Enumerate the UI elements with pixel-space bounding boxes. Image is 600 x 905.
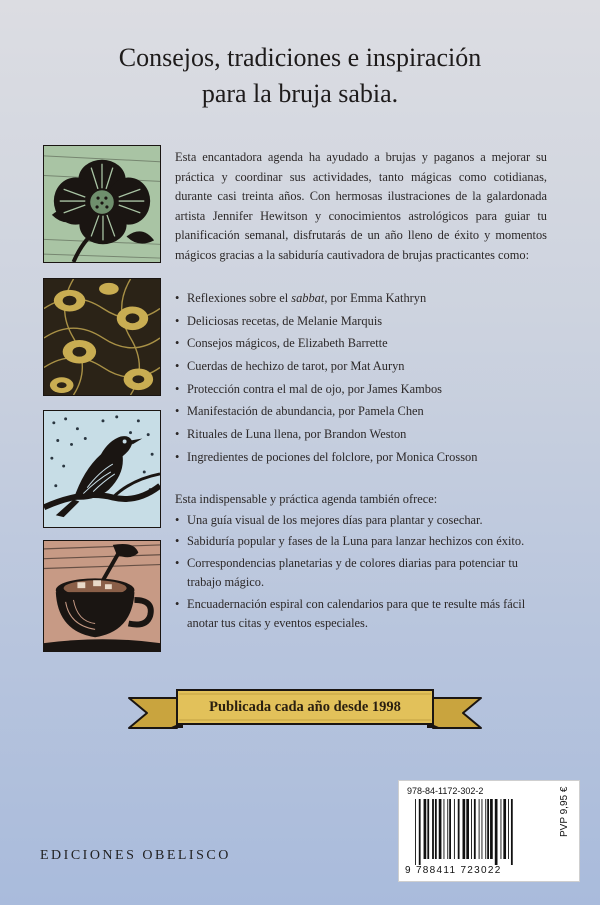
- contributor-author: , por Emma Kathryn: [324, 291, 427, 305]
- bird-woodcut-illustration: [43, 410, 161, 528]
- headline-line-1: Consejos, tradiciones e inspiración: [118, 43, 482, 72]
- contributor-text: Cuerdas de hechizo de tarot, por Mat Auryn: [187, 359, 405, 374]
- ornamental-pattern-woodcut-illustration: [43, 278, 161, 396]
- feature-item: • Correspondencias planetarias y de colores diarias para potenciar tu trabajo mágico.: [175, 554, 547, 593]
- price-wrapper: [399, 781, 579, 881]
- banner-label: Publicada cada año desde 1998: [209, 699, 401, 715]
- contributor-text: Consejos mágicos, de Elizabeth Barrette: [187, 336, 388, 351]
- features-block: [175, 490, 547, 636]
- contributors-list: [175, 289, 547, 467]
- publication-banner: [125, 688, 485, 732]
- contributor-item: [175, 289, 547, 309]
- contributor-item: [175, 402, 547, 422]
- headline: [40, 40, 560, 112]
- features-list: [175, 511, 547, 634]
- contributor-item: [175, 448, 547, 468]
- contributor-item: [175, 312, 547, 332]
- contributor-item: [175, 357, 547, 377]
- ean-digits: 9 788411 723022: [405, 865, 502, 876]
- flower-woodcut-illustration: [43, 145, 161, 263]
- headline-line-2: para la bruja sabia.: [201, 79, 399, 108]
- contributor-text: Ingredientes de pociones del folclore, por Monica Crosson: [187, 449, 478, 464]
- contributor-item: [175, 334, 547, 354]
- contributor-text: Manifestación de abundancia, por Pamela Chen: [187, 404, 424, 419]
- publisher-name: EDICIONES OBELISCO: [40, 848, 231, 863]
- contributor-emphasis: sabbat: [291, 291, 325, 305]
- contributor-text: Deliciosas recetas, de Melanie Marquis: [187, 313, 383, 328]
- features-lead: Esta indispensable y práctica agenda también ofrece:: [175, 492, 438, 506]
- isbn-number: 978-84-1172-302-2: [407, 786, 484, 796]
- intro-paragraph: Esta encantadora agenda ha ayudado a brujas y paganos a mejorar su práctica y coordinar sus actividades, tanto mágicas como cotidianas, durante casi treinta años. Con hermosas ilustraciones de la galardonada artista Jennifer Hewitson y conocimientos astrológicos para guiar tu planificación semanal, disfrutarás de un año lleno de éxito y momentos mágicos gracias a la sabiduría cautivadora de brujas practicantes como:: [175, 150, 547, 262]
- cup-woodcut-illustration: [43, 540, 161, 652]
- contributor-text: Protección contra el mal de ojo, por James Kambos: [187, 381, 442, 396]
- feature-item: • Sabiduría popular y fases de la Luna para lanzar hechizos con éxito.: [175, 532, 547, 552]
- contributor-item: [175, 380, 547, 400]
- contributor-text: Rituales de Luna llena, por Brandon Weston: [187, 427, 407, 442]
- feature-item: • Una guía visual de los mejores días para plantar y cosechar.: [175, 511, 547, 531]
- contributor-item: [175, 425, 547, 445]
- contributors-list-block: [175, 289, 547, 471]
- intro-paragraph-block: [175, 148, 547, 265]
- contributor-text: Reflexiones sobre el: [187, 291, 292, 305]
- price-label: PVP 9,95 €: [559, 786, 570, 837]
- barcode-label: [398, 780, 580, 882]
- feature-item: • Encuadernación espiral con calendarios para que te resulte más fácil anotar tus citas y eventos especiales.: [175, 595, 547, 634]
